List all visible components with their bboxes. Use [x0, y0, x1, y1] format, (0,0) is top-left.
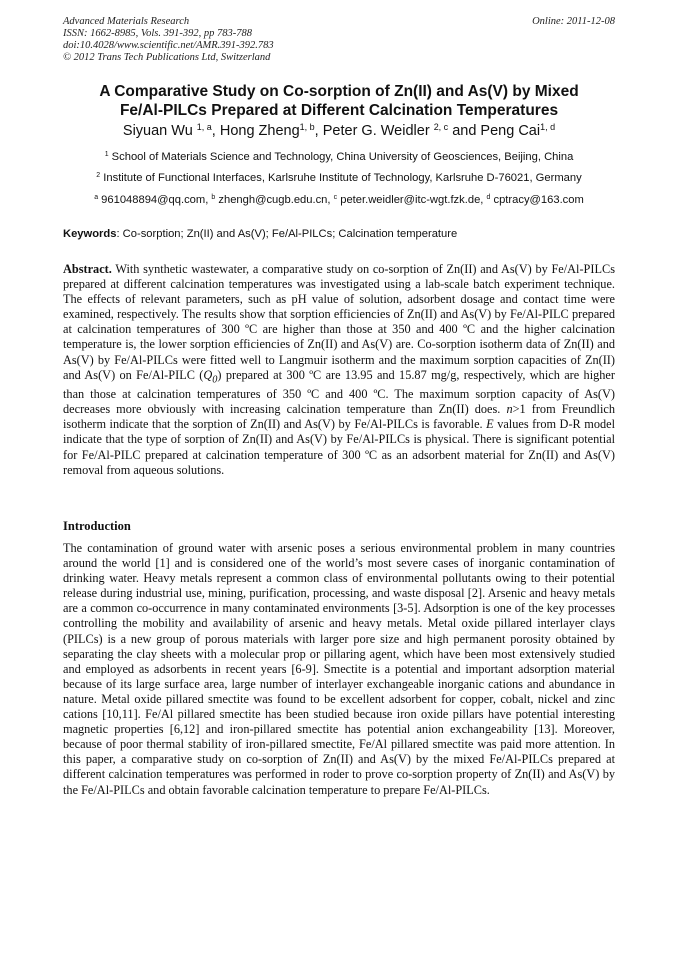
journal-issn: ISSN: 1662-8985, Vols. 391-392, pp 783-788	[63, 28, 252, 39]
introduction-heading: Introduction	[63, 519, 131, 533]
title-line-1: A Comparative Study on Co-sorption of Zn(II) and As(V) by Mixed	[99, 83, 579, 100]
symbol-e: E	[486, 417, 494, 432]
author-sep: and	[448, 123, 481, 139]
abstract	[63, 262, 615, 478]
symbol-n: n	[506, 402, 513, 417]
keywords-label: Keywords	[63, 228, 117, 240]
email-sup: d	[486, 194, 491, 202]
author-list	[0, 122, 678, 140]
author-sep: ,	[314, 123, 323, 139]
online-date: Online: 2011-12-08	[532, 16, 615, 27]
symbol-q0	[203, 367, 218, 386]
author-name: Peng Cai	[480, 123, 541, 139]
introduction-body: The contamination of ground water with arsenic poses a serious environmental problem in many countries around the world [1] and is considered one of the world’s most severe cases of inorganic contamination of drinking water. Heavy metals represent a common class of environmental pollutants owing to their potential release during industrial use, mining, purification, processing, and waste disposal [2]. Arsenic and heavy metals are a common co-occurrence in many contaminated environments [3-5]. Adsorption is one of the key processes controlling the mobility and availability of arsenic and heavy metals. Metal oxide pillared interlayer clays (PILCs) is a new group of porous materials with larger pore size and high permanent porosity obtained by separating the clay sheets with a molecular prop or pillaring agent, which have been most extensively studied and employed as adsorbents in recent years [6-9]. Smectite is a potential and important adsorption material because of its large surface area, large number of interlayer exchangeable inorganic cations and abundance in nature. Metal oxide pillared smectite was found to be excellent adsorbent for copper, cobalt, nickel and zinc cations [10,11]. Fe/Al pillared smectite has been studied because iron oxide pillars have potential interesting magnetic properties [6,12] and iron-pillared smectite has potential anion exchangeability [13]. Moreover, because of poor thermal stability of iron-pillared smectite, Fe/Al pillared smectite was paid more attention. In this paper, a comparative study on co-sorption of Zn(II) and As(V) by the mixed Fe/Al-PILCs prepared at different calcination temperatures was performed in roder to prove co-sorption property of Zn(II) and As(V) by the Fe/Al-PILCs and obtain favorable calcination temperature to prepare Fe/Al-PILCs.	[63, 541, 615, 797]
email-sup: a	[94, 194, 99, 202]
paper-title	[40, 82, 638, 120]
journal-doi: doi:10.4028/www.scientific.net/AMR.391-392.783	[63, 40, 274, 51]
affiliation-number: 1	[104, 151, 109, 159]
abstract-text: With synthetic wastewater, a comparative study on co-sorption of Zn(II) and As(V) by Fe/Al-PILCs prepared at different calcination temperatures was investigated using a lab-scale batch experiment technique. The effects of relevant parameters, such as pH value of solution, adsorbent dosage and contact time were examined, respectively. The results show that sorption efficiencies of Zn(II) and As(V) by Fe/Al-PILC prepared at calcination temperatures of 300 ºC are higher than those at 350 and 400 ºC and the higher calcination temperature is, the lower sorption efficiencies of Zn(II) and As(V) are. Co-sorption isotherm data of Zn(II) and As(V) by Fe/Al-PILCs were fitted well to Langmuir isotherm and the maximum sorption capacities of Zn(II) and As(V) on Fe/Al-PILC (	[63, 262, 615, 382]
author-name: Siyuan Wu	[122, 123, 193, 139]
email-address[interactable]: cptracy@163.com	[493, 194, 584, 206]
symbol-q-subscript: 0	[212, 374, 218, 386]
journal-copyright: © 2012 Trans Tech Publications Ltd, Switzerland	[63, 52, 271, 63]
author-name: Peter G. Weidler	[322, 123, 430, 139]
abstract-lead: Abstract.	[63, 262, 112, 276]
author-affil-sup: 1, a	[196, 122, 212, 133]
author-affil-sup: 1, b	[299, 122, 315, 133]
keywords-text: : Co-sorption; Zn(II) and As(V); Fe/Al-PILCs; Calcination temperature	[116, 228, 458, 240]
journal-header	[63, 16, 615, 64]
abstract-text: values from D-R model indicate that the type of sorption of Zn(II) and As(V) by Fe/Al-PILCs is physical. There is significant potential for Fe/Al-PILC prepared at calcination temperature of 300 ºC as an adsorbent material for Zn(II) and As(V) removal from aqueous solutions.	[63, 417, 615, 477]
email-sup: c	[333, 194, 338, 202]
affiliation-2	[0, 171, 678, 185]
author-sep: ,	[211, 123, 220, 139]
affiliation-1	[0, 150, 678, 164]
keywords	[63, 227, 615, 241]
affiliation-text: Institute of Functional Interfaces, Karlsruhe Institute of Technology, Karlsruhe D-76021, Germany	[103, 172, 582, 184]
symbol-q: Q	[203, 367, 213, 382]
author-name: Hong Zheng	[219, 123, 300, 139]
abstract-text: ) prepared at 300 ºC are 13.95 and 15.87 mg/g, respectively, which are higher than those at calcination temperatures of 350 ºC and 400 ºC. The maximum sorption capacity of As(V) decreases more obviously with increasing calcination temperature than Zn(II) does.	[63, 367, 615, 417]
affiliation-number: 2	[96, 172, 101, 180]
email-address[interactable]: zhengh@cugb.edu.cn,	[218, 194, 334, 206]
affiliation-text: School of Materials Science and Technology, China University of Geosciences, Beijing, China	[111, 151, 574, 163]
journal-name: Advanced Materials Research	[63, 16, 190, 27]
email-address[interactable]: peter.weidler@itc-wgt.fzk.de,	[340, 194, 487, 206]
abstract-text: >1 from Freundlich isotherm indicate that the sorption of Zn(II) and As(V) by Fe/Al-PILCs is favorable.	[63, 402, 615, 432]
title-line-2: Fe/Al-PILCs Prepared at Different Calcination Temperatures	[119, 102, 559, 119]
author-affil-sup: 1, d	[540, 122, 556, 133]
author-affil-sup: 2, c	[433, 122, 449, 133]
email-address[interactable]: 961048894@qq.com,	[101, 194, 212, 206]
email-sup: b	[211, 194, 216, 202]
email-list	[0, 193, 678, 207]
